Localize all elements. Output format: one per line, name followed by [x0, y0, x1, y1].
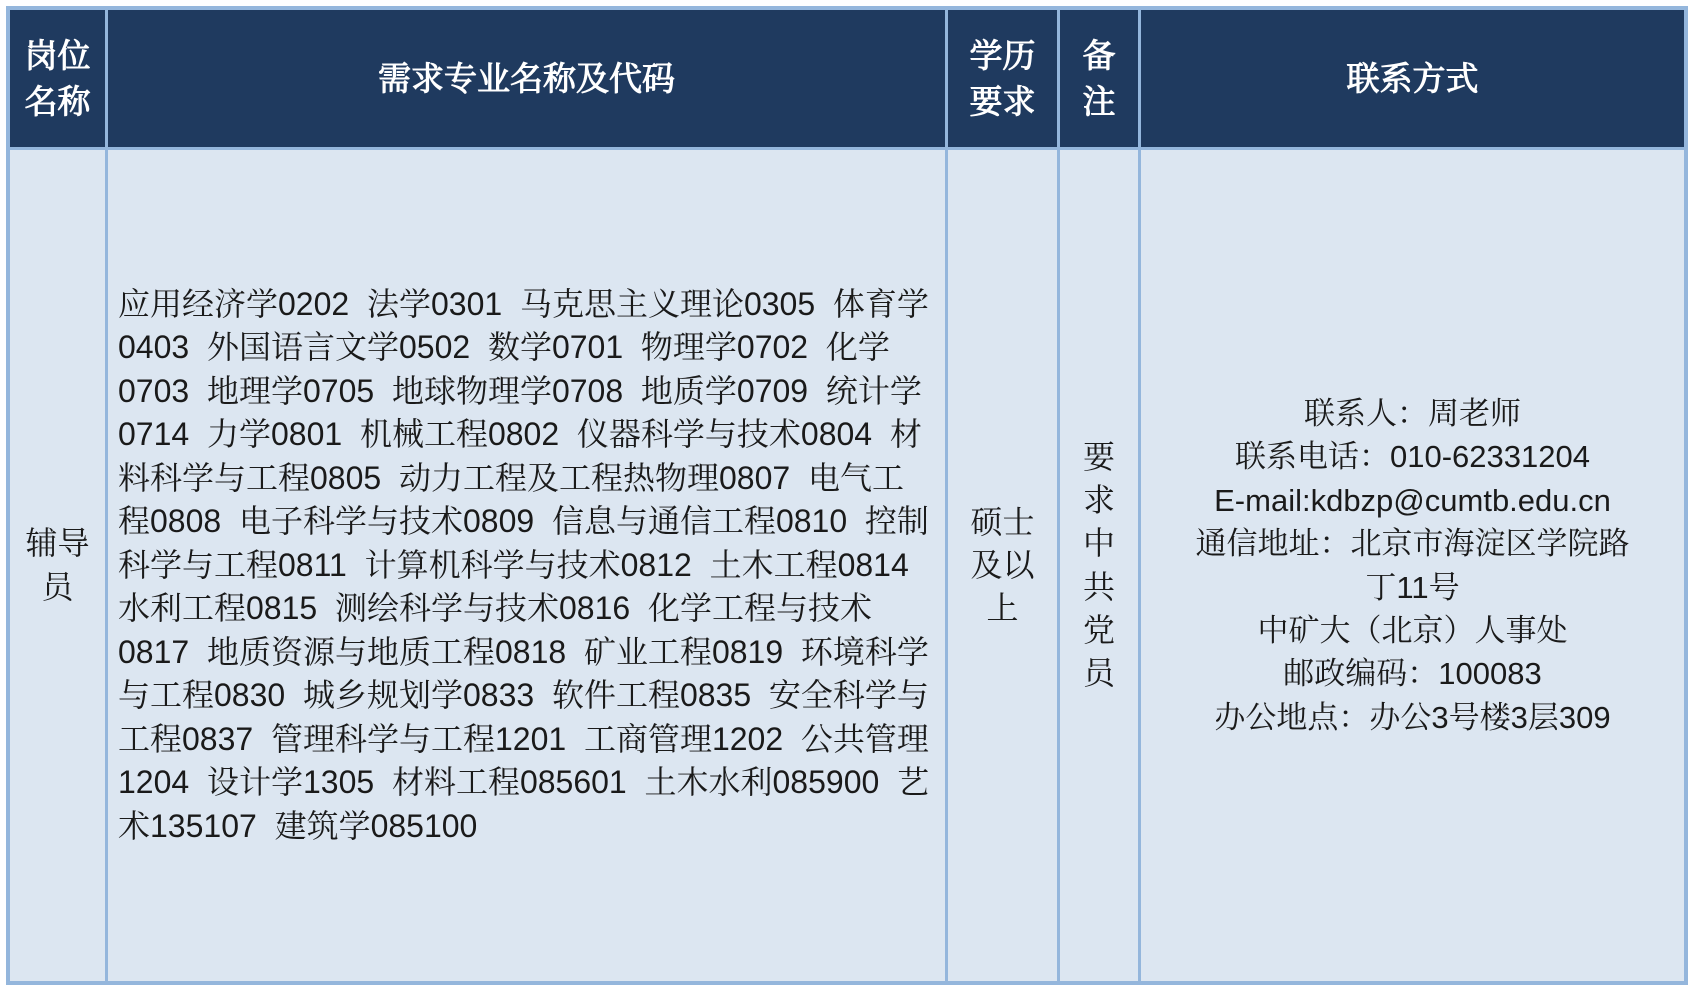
- contact-phone: 联系电话：010-62331204: [1235, 439, 1590, 475]
- majors-value: 应用经济学0202 法学0301 马克思主义理论0305 体育学0403 外国语言文学0502 数学0701 物理学0702 化学0703 地理学0705 地球物理学0708 地质学0709 统计学0714 力学0801 机械工程0802 仪器科学与技术0804 材料科学与工程0805 动力工程及工程热物理0807 电气工程0808 电子科学与技术0809 信息与通信工程0810 控制科学与工程0811 计算机科学与技术0812 土木工程0814 水利工程0815 测绘科学与技术0816 化学工程与技术0817 地质资源与地质工程0818 矿业工程0819 环境科学与工程0830 城乡规划学0833 软件工程0835 安全科学与工程0837 管理科学与工程1201 工商管理1202 公共管理1204 设计学1305 材料工程085601 土木水利085900 艺术135107 建筑学085100: [118, 285, 930, 844]
- column-header-contact: 联系方式: [1141, 10, 1684, 147]
- majors-cell: [108, 150, 945, 981]
- contact-email: E-mail:kdbzp@cumtb.edu.cn: [1214, 482, 1611, 518]
- column-header-note: 备注: [1060, 10, 1138, 147]
- education-value: 硕士及以上: [948, 150, 1057, 981]
- contact-address-line1: 通信地址：北京市海淀区学院路: [1195, 526, 1630, 562]
- note-value: 要求中共党员: [1060, 150, 1138, 981]
- contact-department: 中矿大（北京）人事处: [1257, 612, 1568, 648]
- contact-office-location: 办公地点：办公3号楼3层309: [1214, 699, 1611, 735]
- column-header-position: 岗位名称: [10, 10, 105, 147]
- column-header-education: 学历要求: [948, 10, 1057, 147]
- contact-cell: [1141, 150, 1684, 981]
- contact-postcode: 邮政编码：100083: [1283, 656, 1542, 692]
- column-header-majors: 需求专业名称及代码: [108, 10, 945, 147]
- contact-address-line2: 丁11号: [1365, 569, 1460, 605]
- position-value: 辅导员: [10, 150, 105, 981]
- recruitment-table: [6, 6, 1688, 985]
- contact-person: 联系人：周老师: [1304, 395, 1521, 431]
